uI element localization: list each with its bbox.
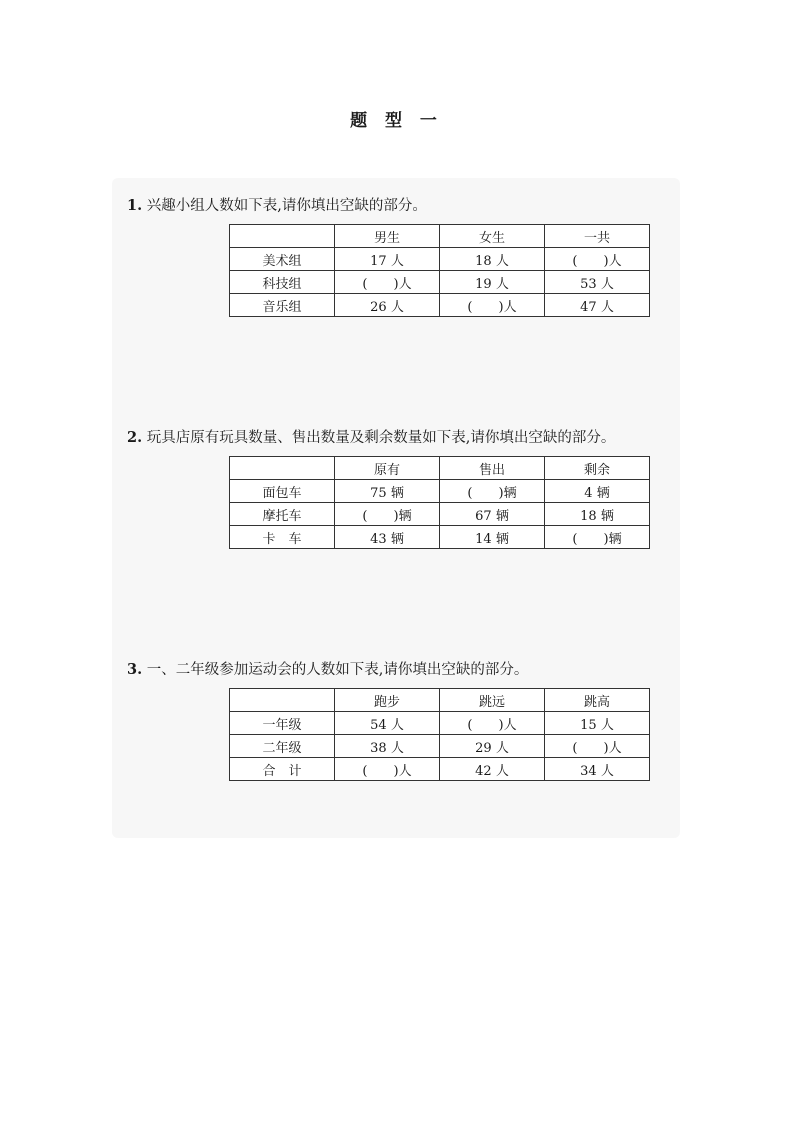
table-cell: 18 辆 — [545, 503, 650, 526]
table-header-cell: 女生 — [440, 225, 545, 248]
blank-cell[interactable]: ( )人 — [440, 294, 545, 317]
blank-cell[interactable]: ( )辆 — [545, 526, 650, 549]
table-cell: 18 人 — [440, 248, 545, 271]
question-number: 3. — [127, 661, 143, 678]
question-text: 一、二年级参加运动会的人数如下表,请你填出空缺的部分。 — [146, 662, 529, 678]
table-row — [230, 480, 650, 503]
table-header-cell: 跳高 — [545, 689, 650, 712]
table-header-cell: 原有 — [335, 457, 440, 480]
question-2 — [127, 428, 747, 549]
table-cell: 19 人 — [440, 271, 545, 294]
table-cell: 26 人 — [335, 294, 440, 317]
blank-cell[interactable]: ( )人 — [545, 735, 650, 758]
table-cell: 34 人 — [545, 758, 650, 781]
row-label: 美术组 — [230, 248, 335, 271]
row-label: 一年级 — [230, 712, 335, 735]
blank-cell[interactable]: ( )辆 — [440, 480, 545, 503]
blank-cell[interactable]: ( )人 — [335, 271, 440, 294]
question-number: 1. — [127, 197, 143, 214]
table-cell: 29 人 — [440, 735, 545, 758]
question-prompt — [127, 196, 747, 216]
question-1 — [127, 196, 747, 317]
blank-cell[interactable]: ( )人 — [545, 248, 650, 271]
table-row — [230, 712, 650, 735]
table-header-cell — [230, 689, 335, 712]
table-row — [230, 248, 650, 271]
row-label: 科技组 — [230, 271, 335, 294]
table-header-cell: 剩余 — [545, 457, 650, 480]
table-cell: 54 人 — [335, 712, 440, 735]
blank-cell[interactable]: ( )辆 — [335, 503, 440, 526]
table-row — [230, 758, 650, 781]
row-label: 二年级 — [230, 735, 335, 758]
table-row — [230, 294, 650, 317]
row-label: 面包车 — [230, 480, 335, 503]
table-row — [230, 526, 650, 549]
table-header-cell: 售出 — [440, 457, 545, 480]
data-table — [229, 456, 650, 549]
table-header-cell — [230, 457, 335, 480]
table-header-row — [230, 225, 650, 248]
question-3 — [127, 660, 747, 781]
table-header-cell: 跳远 — [440, 689, 545, 712]
table-row — [230, 271, 650, 294]
page-title: 题 型 一 — [350, 111, 443, 131]
table-cell: 4 辆 — [545, 480, 650, 503]
row-label: 卡 车 — [230, 526, 335, 549]
row-label: 摩托车 — [230, 503, 335, 526]
data-table — [229, 688, 650, 781]
table-header-cell: 一共 — [545, 225, 650, 248]
question-prompt — [127, 428, 747, 448]
question-text: 玩具店原有玩具数量、售出数量及剩余数量如下表,请你填出空缺的部分。 — [146, 430, 616, 446]
table-cell: 47 人 — [545, 294, 650, 317]
data-table — [229, 224, 650, 317]
table-cell: 42 人 — [440, 758, 545, 781]
blank-cell[interactable]: ( )人 — [440, 712, 545, 735]
row-label: 音乐组 — [230, 294, 335, 317]
table-header-cell: 男生 — [335, 225, 440, 248]
table-cell: 14 辆 — [440, 526, 545, 549]
table-cell: 38 人 — [335, 735, 440, 758]
table-cell: 43 辆 — [335, 526, 440, 549]
table-header-cell: 跑步 — [335, 689, 440, 712]
table-cell: 53 人 — [545, 271, 650, 294]
table-row — [230, 503, 650, 526]
question-text: 兴趣小组人数如下表,请你填出空缺的部分。 — [146, 198, 427, 214]
table-header-cell — [230, 225, 335, 248]
blank-cell[interactable]: ( )人 — [335, 758, 440, 781]
question-number: 2. — [127, 429, 143, 446]
table-header-row — [230, 457, 650, 480]
row-label: 合 计 — [230, 758, 335, 781]
table-cell: 67 辆 — [440, 503, 545, 526]
table-cell: 17 人 — [335, 248, 440, 271]
table-cell: 75 辆 — [335, 480, 440, 503]
table-header-row — [230, 689, 650, 712]
question-prompt — [127, 660, 747, 680]
table-row — [230, 735, 650, 758]
table-cell: 15 人 — [545, 712, 650, 735]
